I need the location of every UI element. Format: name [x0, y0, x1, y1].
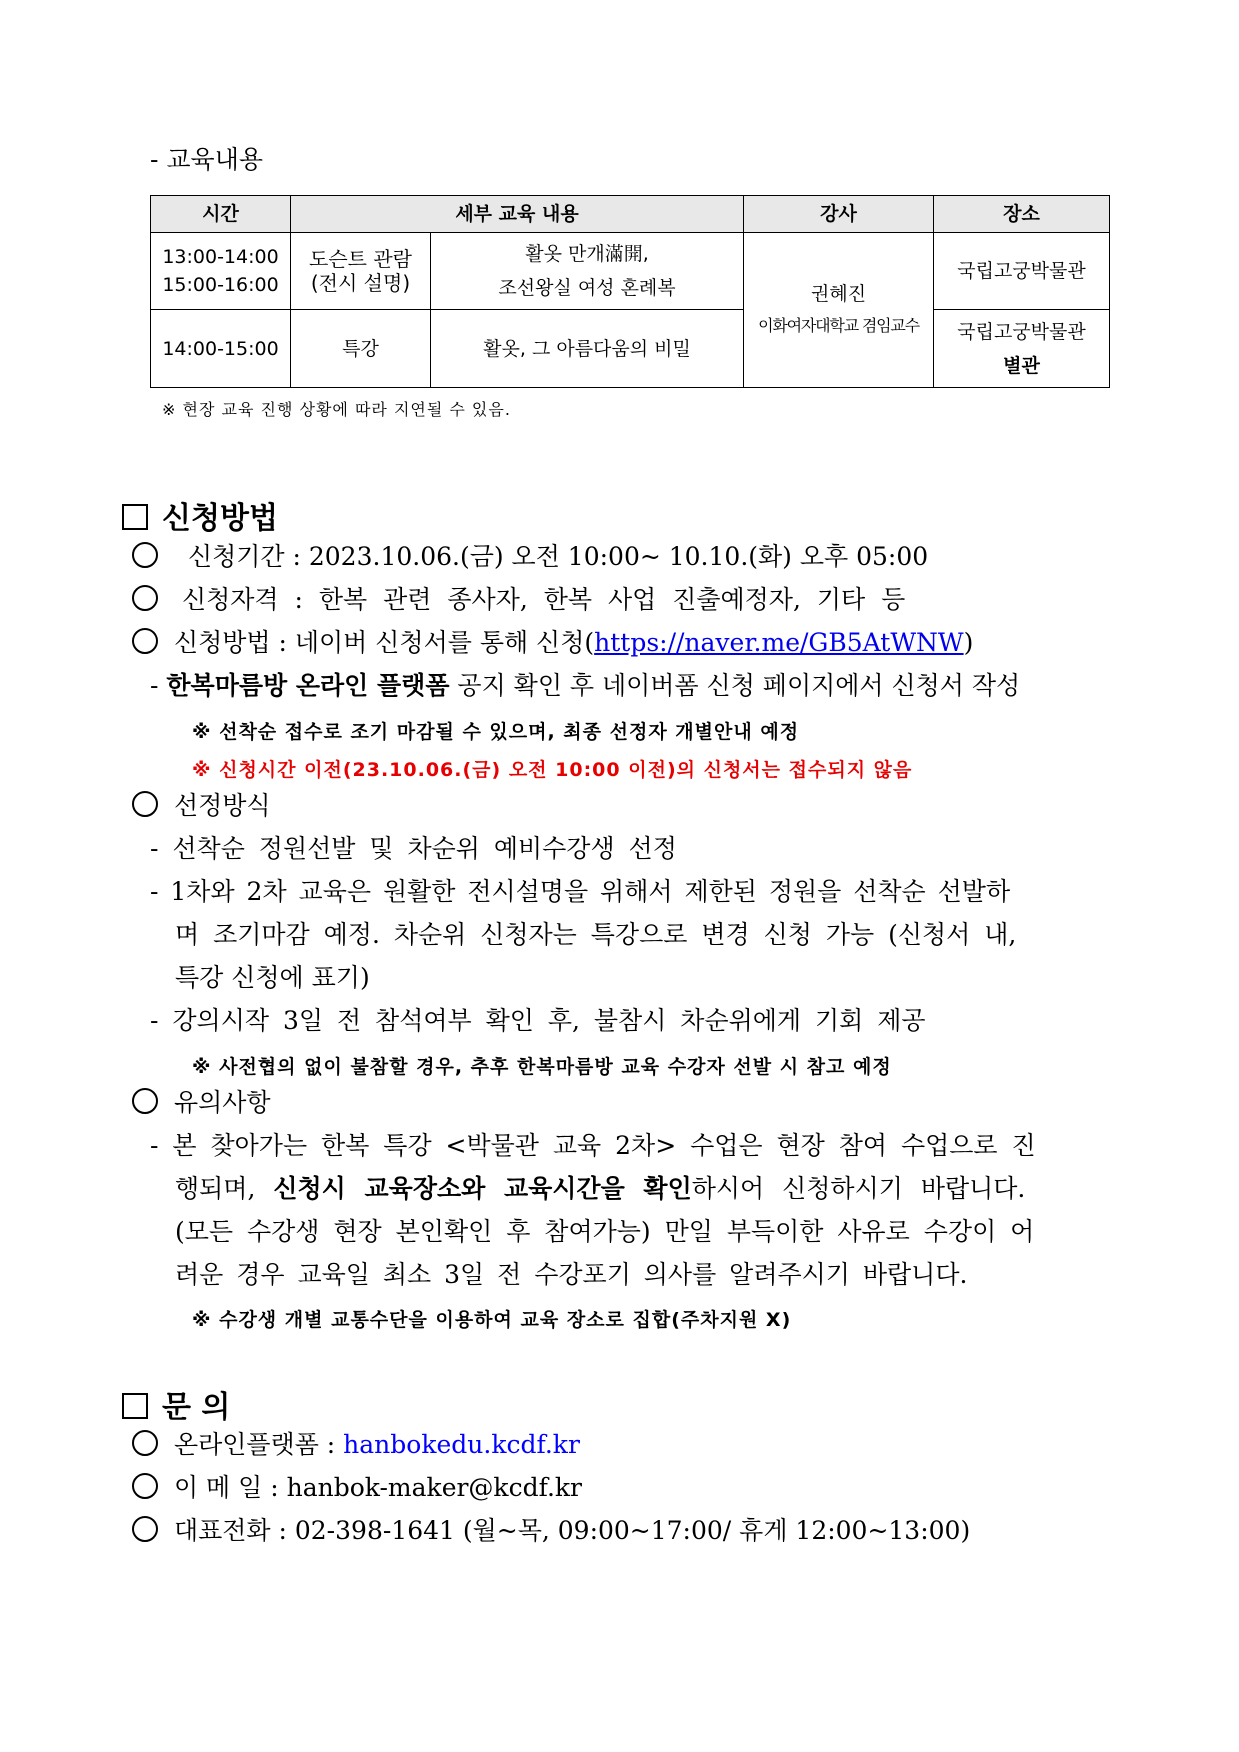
- circle-bullet-icon: [132, 542, 158, 568]
- row2-time: 14:00-15:00: [151, 310, 291, 388]
- circle-bullet-icon: [132, 1473, 158, 1499]
- circle-bullet-icon: [132, 1516, 158, 1542]
- circle-bullet-icon: [132, 628, 158, 654]
- edu-note: ※ 현장 교육 진행 상황에 따라 지연될 수 있음.: [162, 400, 511, 419]
- apply-sub1: - 한복마름방 온라인 플랫폼 공지 확인 후 네이버폼 신청 페이지에서 신청서 작성: [150, 671, 1021, 700]
- header-content: 세부 교육 내용: [291, 196, 744, 233]
- caution-item1-cont1: 행되며, 신청시 교육장소와 교육시간을 확인하시어 신청하시기 바랍니다.: [175, 1174, 1026, 1203]
- header-place: 장소: [934, 196, 1110, 233]
- select-item3: - 강의시작 3일 전 참석여부 확인 후, 불참시 차순위에게 기회 제공: [150, 1006, 926, 1035]
- select-item2: - 1차와 2차 교육은 원활한 전시설명을 위해서 제한된 정원을 선착순 선발하: [150, 877, 1011, 906]
- circle-bullet-icon: [132, 1088, 158, 1114]
- caution-item1: - 본 찾아가는 한복 특강 <박물관 교육 2차> 수업은 현장 참여 수업으로 진: [150, 1131, 1036, 1160]
- row2-type: 특강: [291, 310, 431, 388]
- caution-note4: ※ 수강생 개별 교통수단을 이용하여 교육 장소로 집합(주차지원 X): [192, 1309, 792, 1331]
- checkbox-square-icon: [122, 1393, 148, 1419]
- naver-form-link[interactable]: https://naver.me/GB5AtWNW: [594, 628, 964, 657]
- row2-place: 국립고궁박물관 별관: [934, 310, 1110, 388]
- caution-item1-cont3: 려운 경우 교육일 최소 3일 전 수강포기 의사를 알려주시기 바랍니다.: [175, 1260, 968, 1289]
- apply-method: 신청방법 : 네이버 신청서를 통해 신청(https://naver.me/GB5AtWNW): [132, 626, 973, 660]
- apply-note2-warning: ※ 신청시간 이전(23.10.06.(금) 오전 10:00 이전)의 신청서는 접수되지 않음: [192, 759, 913, 781]
- platform-link[interactable]: hanbokedu.kcdf.kr: [343, 1430, 580, 1459]
- caution: 유의사항: [132, 1086, 271, 1120]
- edu-section-label: - 교육내용: [150, 145, 263, 174]
- caution-item1-cont2: (모든 수강생 현장 본인확인 후 참여가능) 만일 부득이한 사유로 수강이 어: [175, 1217, 1035, 1246]
- lecturer-name: 권혜진: [810, 283, 867, 305]
- apply-note1: ※ 선착순 접수로 조기 마감될 수 있으며, 최종 선정자 개별안내 예정: [192, 721, 800, 743]
- row1-place: 국립고궁박물관: [934, 233, 1110, 310]
- checkbox-square-icon: [122, 504, 148, 530]
- contact-heading: 문 의: [122, 1382, 230, 1426]
- circle-bullet-icon: [132, 585, 158, 611]
- contact-platform: 온라인플랫폼 : hanbokedu.kcdf.kr: [132, 1428, 580, 1462]
- contact-email: 이 메 일 : hanbok-maker@kcdf.kr: [132, 1471, 582, 1505]
- apply-heading: 신청방법: [122, 493, 278, 537]
- select-item2-cont2: 특강 신청에 표기): [175, 963, 370, 992]
- header-time: 시간: [151, 196, 291, 233]
- select-method: 선정방식: [132, 789, 271, 823]
- contact-phone: 대표전화 : 02-398-1641 (월~목, 09:00~17:00/ 휴게 12:00~13:00): [132, 1514, 970, 1548]
- select-item2-cont1: 며 조기마감 예정. 차순위 신청자는 특강으로 변경 신청 가능 (신청서 내,: [175, 920, 1017, 949]
- row1-time: 13:00-14:00 15:00-16:00: [151, 233, 291, 310]
- header-lecturer: 강사: [744, 196, 934, 233]
- apply-qualify: 신청자격 : 한복 관련 종사자, 한복 사업 진출예정자, 기타 등: [132, 583, 905, 617]
- education-table: [150, 195, 1110, 388]
- select-note3: ※ 사전협의 없이 불참할 경우, 추후 한복마름방 교육 수강자 선발 시 참고 예정: [192, 1056, 892, 1078]
- circle-bullet-icon: [132, 791, 158, 817]
- row1-content: 활옷 만개滿開, 조선왕실 여성 혼례복: [431, 233, 744, 310]
- row1-type: 도슨트 관람 (전시 설명): [291, 233, 431, 310]
- lecturer-cell: [744, 233, 934, 388]
- apply-period: 신청기간 : 2023.10.06.(금) 오전 10:00~ 10.10.(화) 오후 05:00: [132, 540, 928, 574]
- lecturer-title: 이화여자대학교 겸임교수: [758, 316, 919, 335]
- circle-bullet-icon: [132, 1430, 158, 1456]
- row2-content: 활옷, 그 아름다움의 비밀: [431, 310, 744, 388]
- select-item1: - 선착순 정원선발 및 차순위 예비수강생 선정: [150, 834, 677, 863]
